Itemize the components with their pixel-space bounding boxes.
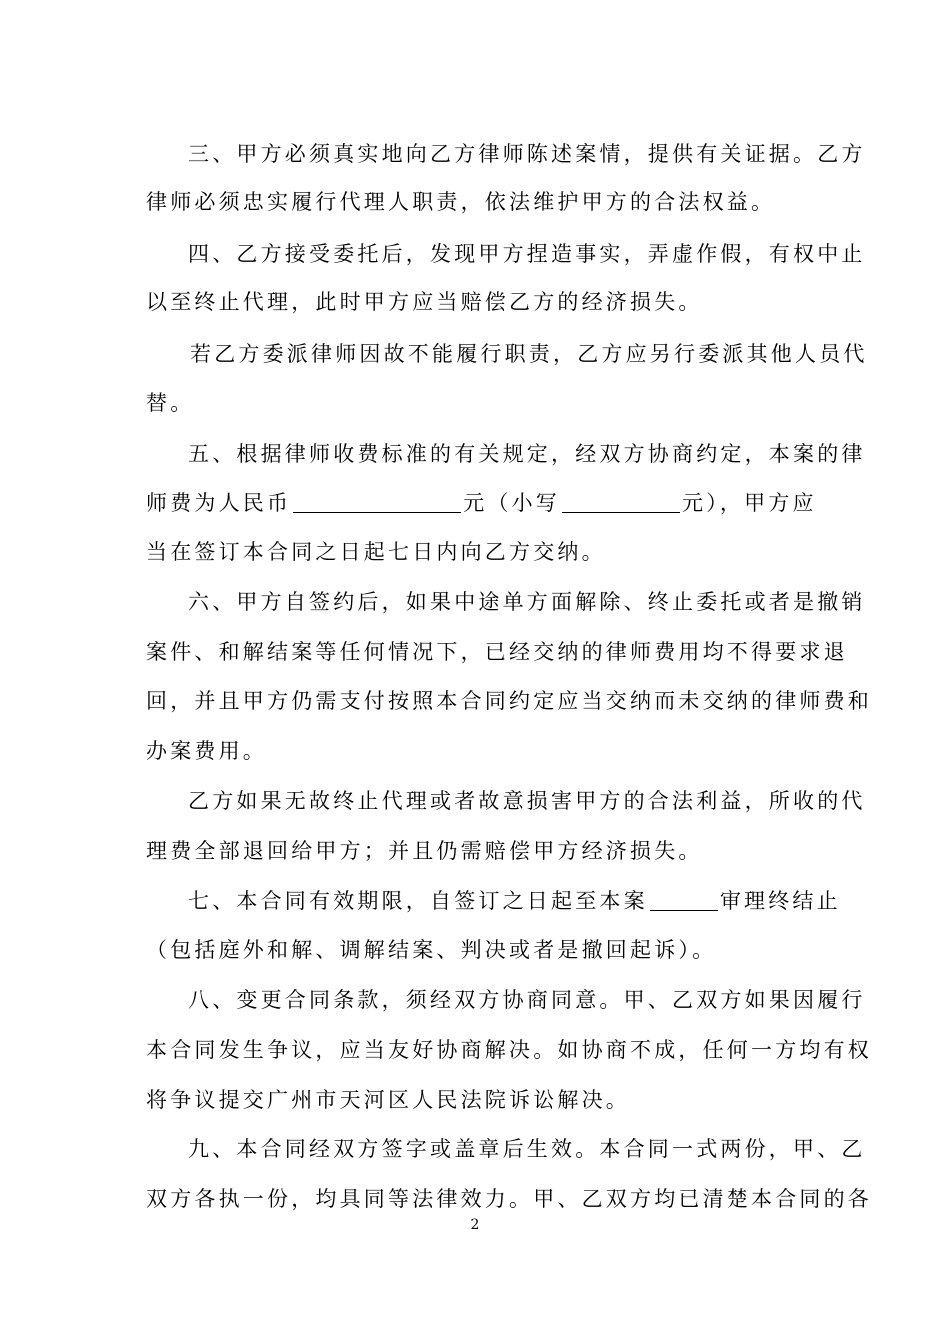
substitute-line-2: 替。 — [146, 391, 195, 415]
term-text-1: 七、本合同有效期限，自签订之日起至本案 — [188, 889, 648, 913]
trial-stage-blank[interactable] — [650, 890, 718, 911]
clause-8-line-3: 将争议提交广州市天河区人民法院诉讼解决。 — [146, 1088, 630, 1112]
clause-5-line-1: 五、根据律师收费标准的有关规定，经双方协商约定，本案的律 — [188, 442, 866, 466]
fee-text-1: 师费为人民币 — [146, 491, 292, 515]
clause-8-line-2: 本合同发生争议，应当友好协商解决。如协商不成，任何一方均有权 — [146, 1038, 872, 1062]
clause-9-line-2: 双方各执一份，均具同等法律效力。甲、乙双方均已清楚本合同的各 — [146, 1187, 872, 1211]
fee-amount-numeric-blank[interactable] — [562, 492, 680, 513]
clause-4-line-2: 以至终止代理，此时甲方应当赔偿乙方的经济损失。 — [146, 290, 703, 314]
fee-amount-blank[interactable] — [293, 492, 461, 513]
term-line — [188, 887, 841, 915]
clause-5-line-3: 当在签订本合同之日起七日内向乙方交纳。 — [146, 540, 606, 564]
clause-7-line-2: （包括庭外和解、调解结案、判决或者是撤回起诉）。 — [146, 938, 717, 962]
fee-text-3: 元），甲方应 — [682, 491, 817, 515]
clause-3-line-2: 律师必须忠实履行代理人职责，依法维护甲方的合法权益。 — [146, 190, 776, 214]
clause-8-line-1: 八、变更合同条款，须经双方协商同意。甲、乙双方如果因履行 — [188, 988, 866, 1012]
clause-9-line-1: 九、本合同经双方签字或盖章后生效。本合同一式两份，甲、乙 — [188, 1137, 866, 1161]
substitute-line-1: 若乙方委派律师因故不能履行职责，乙方应另行委派其他人员代 — [190, 342, 868, 366]
clause-6-line-2: 案件、和解结案等任何情况下，已经交纳的律师费用均不得要求退 — [146, 640, 848, 664]
term-text-2: 审理终结止 — [719, 889, 841, 913]
clause-4-line-1: 四、乙方接受委托后，发现甲方捏造事实，弄虚作假，有权中止 — [188, 242, 866, 266]
clause-6-line-1: 六、甲方自签约后，如果中途单方面解除、终止委托或者是撤销 — [188, 590, 866, 614]
refund-line-2: 理费全部退回给甲方；并且仍需赔偿甲方经济损失。 — [146, 839, 703, 863]
fee-text-2: 元（小写 — [463, 491, 561, 515]
fee-line — [146, 489, 817, 517]
clause-6-line-4: 办案费用。 — [146, 739, 267, 763]
page-number: 2 — [470, 1217, 480, 1233]
refund-line-1: 乙方如果无故终止代理或者故意损害甲方的合法利益，所收的代 — [188, 789, 866, 813]
clause-3-line-1: 三、甲方必须真实地向乙方律师陈述案情，提供有关证据。乙方 — [188, 142, 866, 166]
clause-6-line-3: 回，并且甲方仍需支付按照本合同约定应当交纳而未交纳的律师费和 — [146, 689, 872, 713]
